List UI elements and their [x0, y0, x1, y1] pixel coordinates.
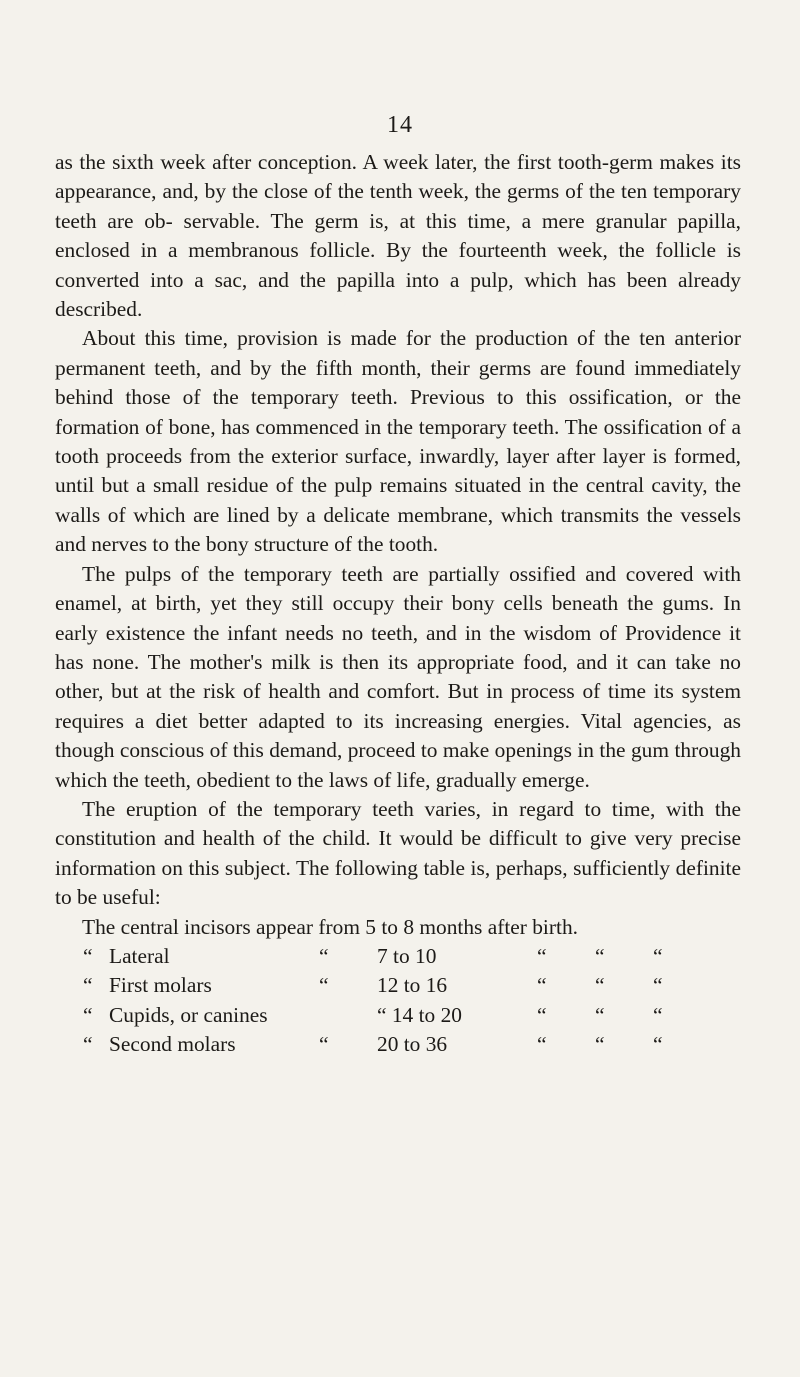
ditto-mark: “ — [595, 1002, 605, 1027]
tooth-name: Lateral — [109, 943, 170, 968]
tooth-name: First molars — [109, 973, 212, 998]
table-row — [83, 942, 711, 971]
months-range — [377, 1001, 537, 1030]
ditto-mark: “ — [653, 973, 663, 998]
months-range: 12 to 16 — [377, 973, 448, 998]
months-range: 7 to 10 — [377, 943, 437, 968]
page-number: 14 — [387, 112, 413, 138]
ditto-mark: “ — [537, 1032, 547, 1057]
ditto-mark: “ — [595, 973, 605, 998]
tooth-name: Cupids, or canines — [109, 1002, 268, 1027]
ditto-mark: “ — [83, 1002, 93, 1027]
eruption-table-intro: The central incisors appear from 5 to 8 months after birth. — [82, 914, 578, 939]
ditto-mark: “ — [595, 943, 605, 968]
paragraph-3: The pulps of the temporary teeth are partially ossified and covered with enamel, at birth, yet they still occupy their bony cells beneath the gums. In early existence the infant needs no teeth, and in the wisdom of Providence it has none. The mother's milk is then its appropriate food, and it can take no other, but at the risk of health and comfort. But in process of time its system requires a diet better adapted to its increasing energies. Vital agencies, as though conscious of this demand, proceed to make openings in the gum through which the teeth, obedient to the laws of life, gradually emerge. — [55, 561, 741, 792]
table-row — [83, 971, 711, 1000]
ditto-mark: “ — [653, 943, 663, 968]
ditto-mark: “ — [83, 973, 93, 998]
body-text — [55, 148, 741, 1060]
ditto-mark: “ — [595, 1032, 605, 1057]
ditto-mark: “ — [319, 943, 329, 968]
table-row — [83, 1030, 711, 1059]
ditto-mark: “ — [83, 943, 93, 968]
paragraph-1: as the sixth week after conception. A week later, the first tooth-germ makes its appearance, and, by the close of the tenth week, the germs of the ten temporary teeth are ob- servable. The germ is, at this time, a mere granular papilla, enclosed in a membranous follicle. By the fourteenth week, the follicle is converted into a sac, and the papilla into a pulp, which has been already described. — [55, 150, 741, 322]
months-range: 20 to 36 — [377, 1032, 448, 1057]
table-row — [83, 1001, 711, 1030]
ditto-mark: “ — [653, 1032, 663, 1057]
ditto-mark: “ — [319, 973, 329, 998]
ditto-mark: “ — [319, 1032, 329, 1057]
ditto-mark: “ — [537, 943, 547, 968]
ditto-mark: “ — [83, 1032, 93, 1057]
months-range-value: 14 to 20 — [391, 1002, 462, 1027]
ditto-mark: “ — [537, 973, 547, 998]
ditto-mark: “ — [653, 1002, 663, 1027]
ditto-mark: “ — [377, 1002, 387, 1027]
paragraph-2: About this time, provision is made for the production of the ten anterior permanent teeth, and by the fifth month, their germs are found immediately behind those of the temporary teeth. Previous to this ossification, or the formation of bone, has commenced in the temporary teeth. The ossification of a tooth proceeds from the exterior surface, inwardly, layer after layer is formed, until but a small residue of the pulp remains situated in the central cavity, the walls of which are lined by a delicate membrane, which transmits the vessels and nerves to the bony structure of the tooth. — [55, 326, 741, 557]
eruption-table — [83, 942, 711, 1060]
tooth-name: Second molars — [109, 1032, 236, 1057]
paragraph-4: The eruption of the temporary teeth varies, in regard to time, with the constitution and health of the child. It would be difficult to give very precise information on this subject. The following table is, perhaps, sufficiently definite to be useful: — [55, 796, 741, 910]
ditto-mark: “ — [537, 1002, 547, 1027]
